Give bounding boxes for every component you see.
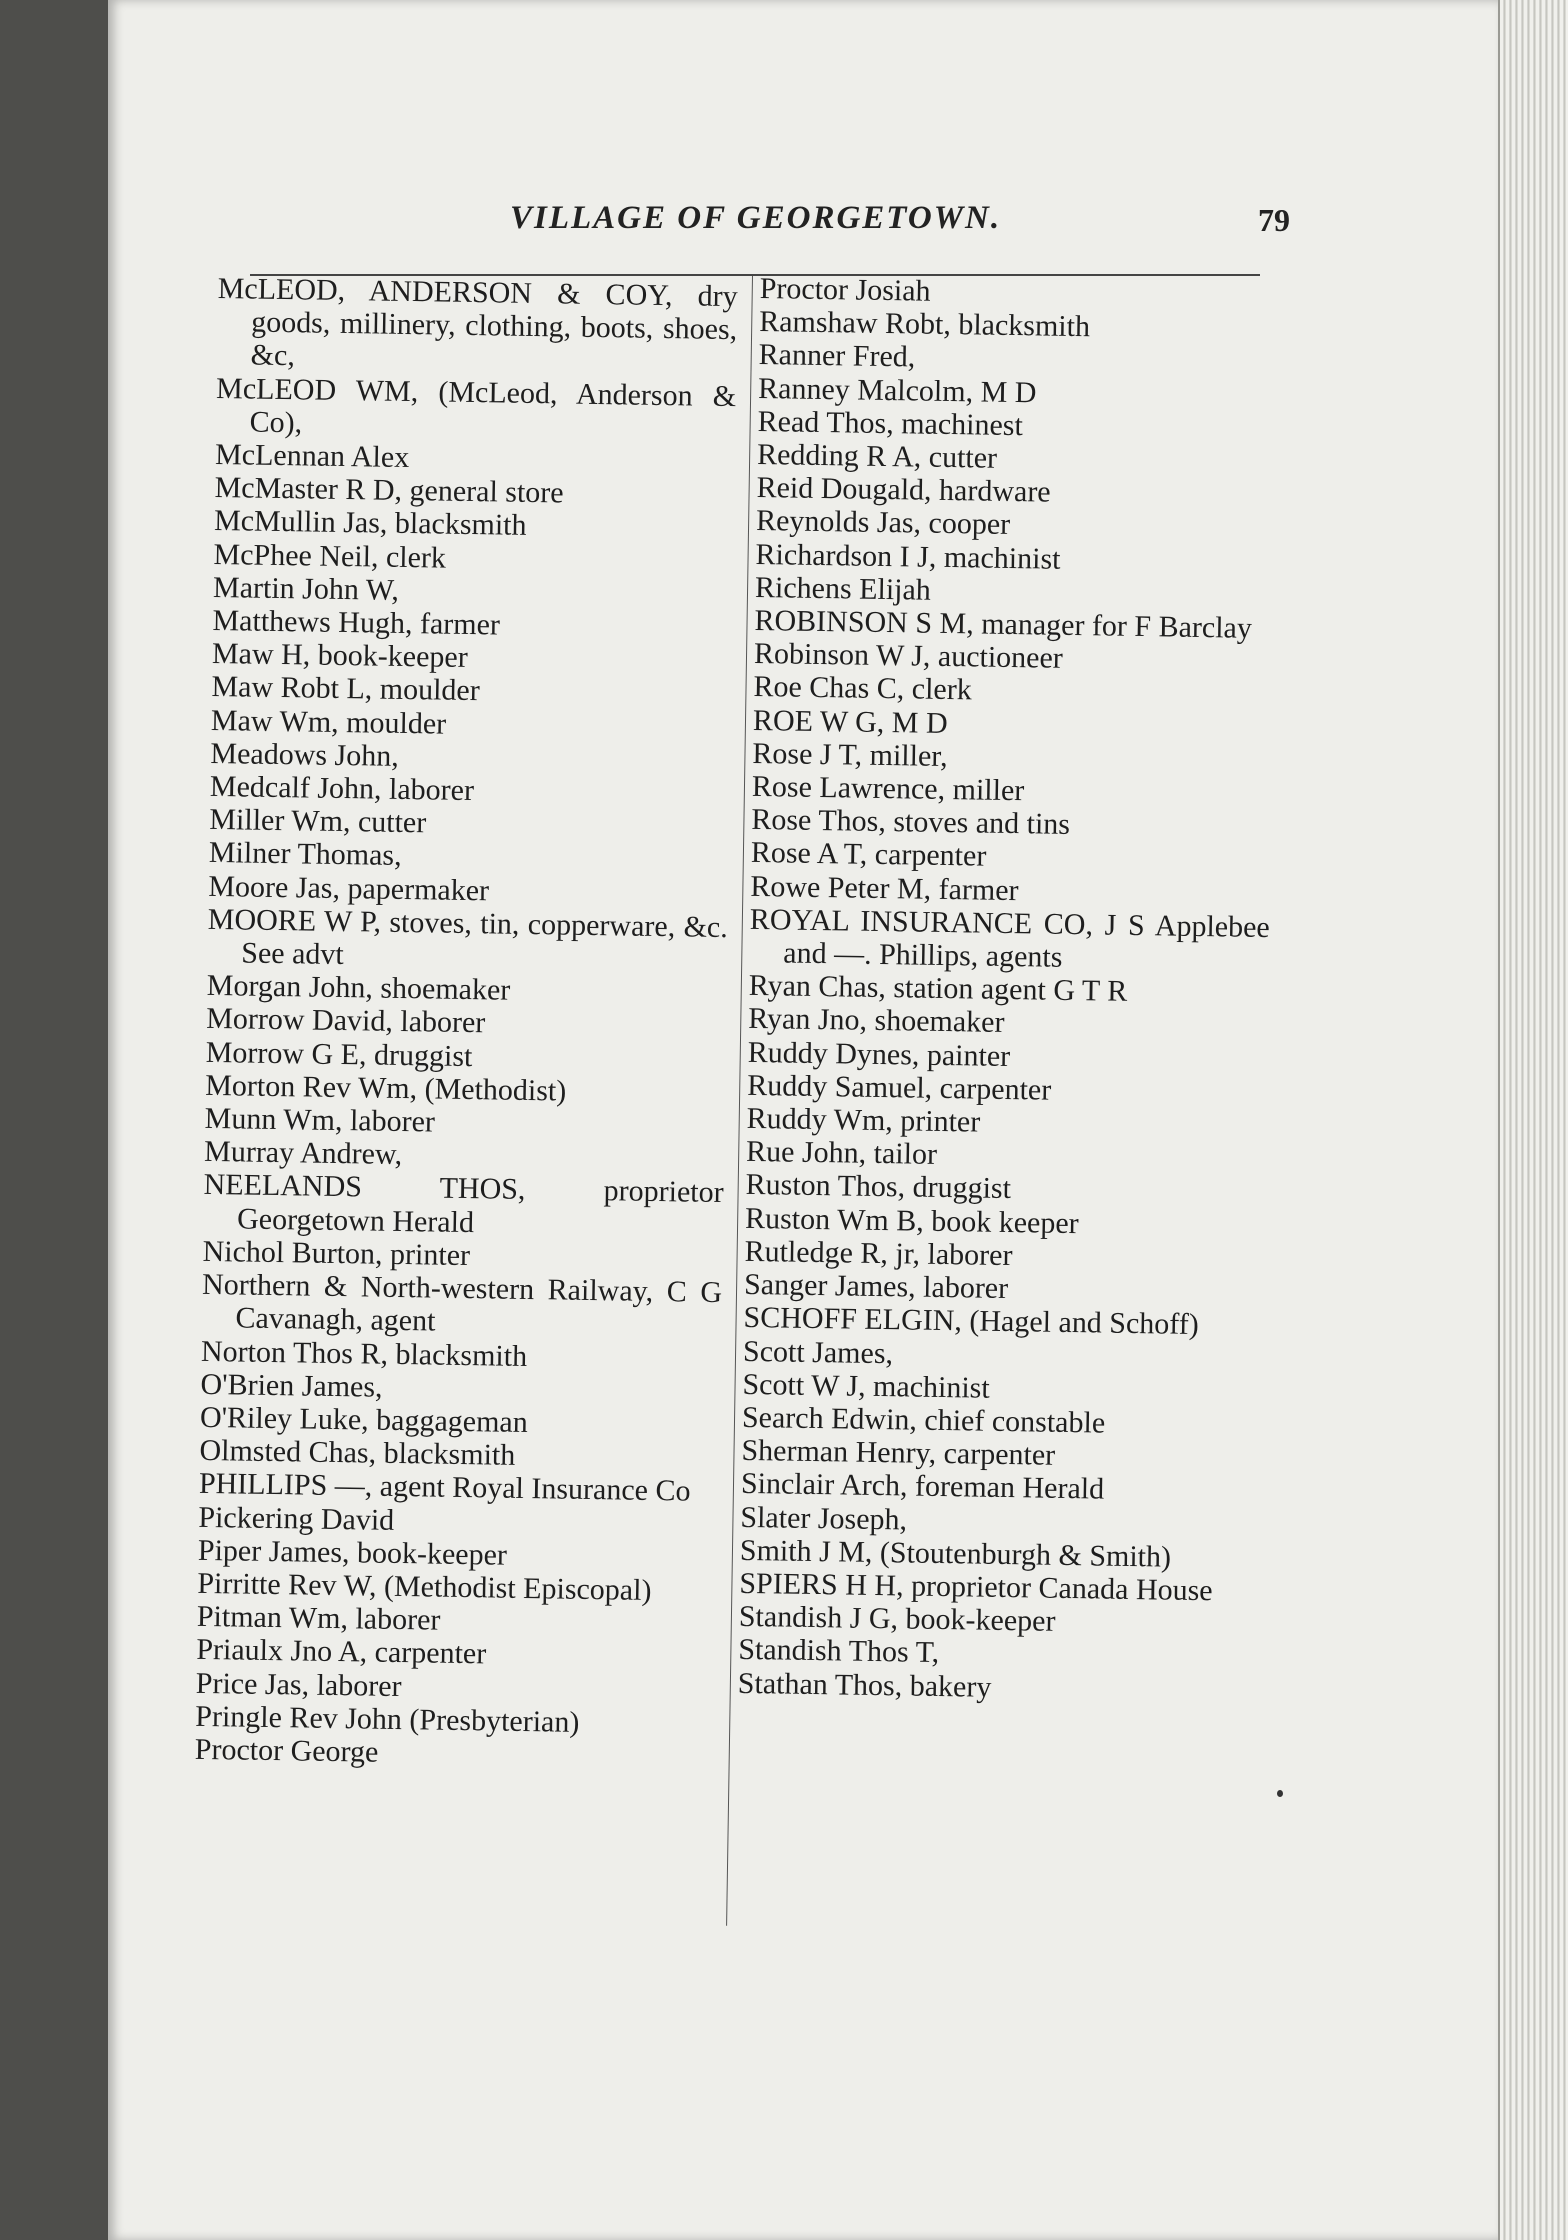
directory-entry: Morrow David, laborer bbox=[206, 1002, 486, 1040]
directory-entry: Rose Thos, stoves and tins bbox=[751, 803, 1071, 842]
directory-entry: O'Brien James, bbox=[200, 1367, 383, 1404]
directory-entry: ROE W G, M D bbox=[752, 703, 948, 740]
directory-entry: Morrow G E, druggist bbox=[205, 1035, 473, 1073]
directory-entry: Matthews Hugh, farmer bbox=[212, 603, 501, 642]
directory-entry: Ranney Malcolm, M D bbox=[757, 371, 1037, 409]
directory-entry: Northern & North-western Railway, C G Cavanagh, agent bbox=[201, 1267, 723, 1338]
directory-entry: Standish Thos T, bbox=[738, 1633, 940, 1670]
directory-entry: Smith J M, (Stoutenburgh & Smith) bbox=[739, 1533, 1172, 1574]
directory-entry: Meadows John, bbox=[210, 736, 400, 773]
directory-entry: Miller Wm, cutter bbox=[209, 803, 427, 840]
directory-entry: Rue John, tailor bbox=[745, 1135, 938, 1172]
directory-entry: Ryan Chas, station agent G T R bbox=[748, 969, 1128, 1009]
directory-entry: Reid Dougald, hardware bbox=[756, 471, 1051, 509]
directory-entry: Stathan Thos, bakery bbox=[737, 1666, 992, 1704]
directory-entry: Munn Wm, laborer bbox=[204, 1101, 436, 1139]
directory-entry: McLEOD, ANDERSON & COY, dry goods, millinery, clothing, boots, shoes, &c, bbox=[217, 272, 738, 373]
ink-speck bbox=[1277, 1790, 1283, 1797]
directory-entry: Priaulx Jno A, carpenter bbox=[196, 1633, 487, 1671]
page-header bbox=[230, 200, 1290, 250]
directory-entry: Moore Jas, papermaker bbox=[208, 869, 490, 907]
directory-column-left bbox=[195, 272, 738, 1774]
directory-entry: Read Thos, machinest bbox=[757, 404, 1024, 442]
directory-entry: Pirritte Rev W, (Methodist Episcopal) bbox=[197, 1566, 652, 1607]
directory-entry: Ruddy Wm, printer bbox=[746, 1101, 981, 1139]
directory-entry: SCHOFF ELGIN, (Hagel and Schoff) bbox=[743, 1301, 1200, 1342]
directory-entry: Scott James, bbox=[742, 1334, 894, 1370]
directory-entry: McMaster R D, general store bbox=[214, 471, 564, 510]
directory-entry: Scott W J, machinist bbox=[742, 1367, 990, 1405]
directory-entry: NEELANDS THOS, proprietor Georgetown Herald bbox=[203, 1168, 724, 1239]
directory-entry: Maw Wm, moulder bbox=[210, 703, 447, 741]
directory-entry: Robinson W J, auctioneer bbox=[753, 637, 1064, 676]
directory-entry: Nichol Burton, printer bbox=[202, 1234, 471, 1272]
directory-entry: Olmsted Chas, blacksmith bbox=[199, 1433, 516, 1472]
directory-entry: Richens Elijah bbox=[754, 570, 932, 607]
directory-entry: Martin John W, bbox=[212, 570, 400, 607]
directory-entry: Sanger James, laborer bbox=[743, 1267, 1009, 1306]
directory-entry: McMullin Jas, blacksmith bbox=[213, 504, 527, 543]
directory-entry: Medcalf John, laborer bbox=[209, 769, 475, 808]
directory-entry: McLennan Alex bbox=[214, 437, 410, 475]
directory-entry: Ranner Fred, bbox=[758, 338, 916, 374]
directory-entry: Ruddy Dynes, painter bbox=[747, 1035, 1011, 1073]
directory-entry: Rose A T, carpenter bbox=[750, 836, 987, 874]
directory-entry: Rose Lawrence, miller bbox=[751, 769, 1025, 808]
directory-entry: ROYAL INSURANCE CO, J S Applebee and —. Phillips, agents bbox=[749, 902, 1271, 974]
directory-entry: Ruston Wm B, book keeper bbox=[744, 1201, 1079, 1240]
running-title: VILLAGE OF GEORGETOWN. bbox=[510, 200, 1002, 236]
page-number: 79 bbox=[1258, 202, 1290, 238]
directory-entry: McLEOD WM, (McLeod, Anderson & Co), bbox=[215, 371, 737, 440]
directory-entry: Proctor George bbox=[194, 1732, 379, 1769]
directory-entry: Morgan John, shoemaker bbox=[206, 969, 511, 1007]
directory-entry: Ramshaw Robt, blacksmith bbox=[758, 305, 1091, 344]
directory-entry: Ruddy Samuel, carpenter bbox=[746, 1068, 1052, 1107]
directory-entry: MOORE W P, stoves, tin, copperware, &c. See advt bbox=[207, 902, 729, 972]
directory-entry: Milner Thomas, bbox=[208, 836, 402, 873]
directory-entry: Richardson I J, machinist bbox=[755, 537, 1061, 576]
directory-entry: ROBINSON S M, manager for F Barclay bbox=[754, 603, 1253, 645]
directory-entry: Sinclair Arch, foreman Herald bbox=[740, 1467, 1105, 1506]
directory-entry: Piper James, book-keeper bbox=[197, 1533, 508, 1572]
directory-entry: SPIERS H H, proprietor Canada House bbox=[739, 1566, 1213, 1608]
directory-entry: Price Jas, laborer bbox=[195, 1666, 402, 1703]
directory-entry: Slater Joseph, bbox=[740, 1500, 908, 1536]
directory-entry: Sherman Henry, carpenter bbox=[741, 1433, 1056, 1472]
directory-entry: Rowe Peter M, farmer bbox=[750, 869, 1019, 907]
directory-column-right bbox=[738, 272, 1280, 1708]
directory-entry: Search Edwin, chief constable bbox=[741, 1400, 1106, 1440]
directory-entry: Redding R A, cutter bbox=[756, 437, 998, 475]
directory-entry: Standish J G, book-keeper bbox=[738, 1599, 1056, 1638]
directory-entry: Maw H, book-keeper bbox=[211, 637, 468, 675]
directory-entry: Pitman Wm, laborer bbox=[196, 1599, 441, 1637]
directory-entry: Reynolds Jas, cooper bbox=[755, 504, 1011, 542]
directory-entry: Morton Rev Wm, (Methodist) bbox=[204, 1068, 567, 1108]
directory-entry: Ryan Jno, shoemaker bbox=[748, 1002, 1005, 1040]
directory-entry: PHILLIPS —, agent Royal Insurance Co bbox=[198, 1467, 691, 1508]
directory-entry: Norton Thos R, blacksmith bbox=[200, 1334, 528, 1373]
directory-entry: Rutledge R, jr, laborer bbox=[744, 1234, 1013, 1272]
page-edges bbox=[1498, 0, 1568, 2240]
directory-entry: Pickering David bbox=[198, 1500, 395, 1537]
directory-entry: Maw Robt L, moulder bbox=[211, 670, 481, 708]
directory-entry: Murray Andrew, bbox=[203, 1135, 403, 1172]
directory-entry: O'Riley Luke, baggageman bbox=[199, 1400, 529, 1439]
directory-entry: Roe Chas C, clerk bbox=[753, 670, 973, 707]
directory-entry: Ruston Thos, druggist bbox=[745, 1168, 1012, 1206]
directory-entry: McPhee Neil, clerk bbox=[213, 537, 447, 575]
directory-entry: Rose J T, miller, bbox=[752, 736, 948, 773]
directory-entry: Pringle Rev John (Presbyterian) bbox=[195, 1699, 580, 1739]
directory-entry: Proctor Josiah bbox=[759, 272, 931, 308]
